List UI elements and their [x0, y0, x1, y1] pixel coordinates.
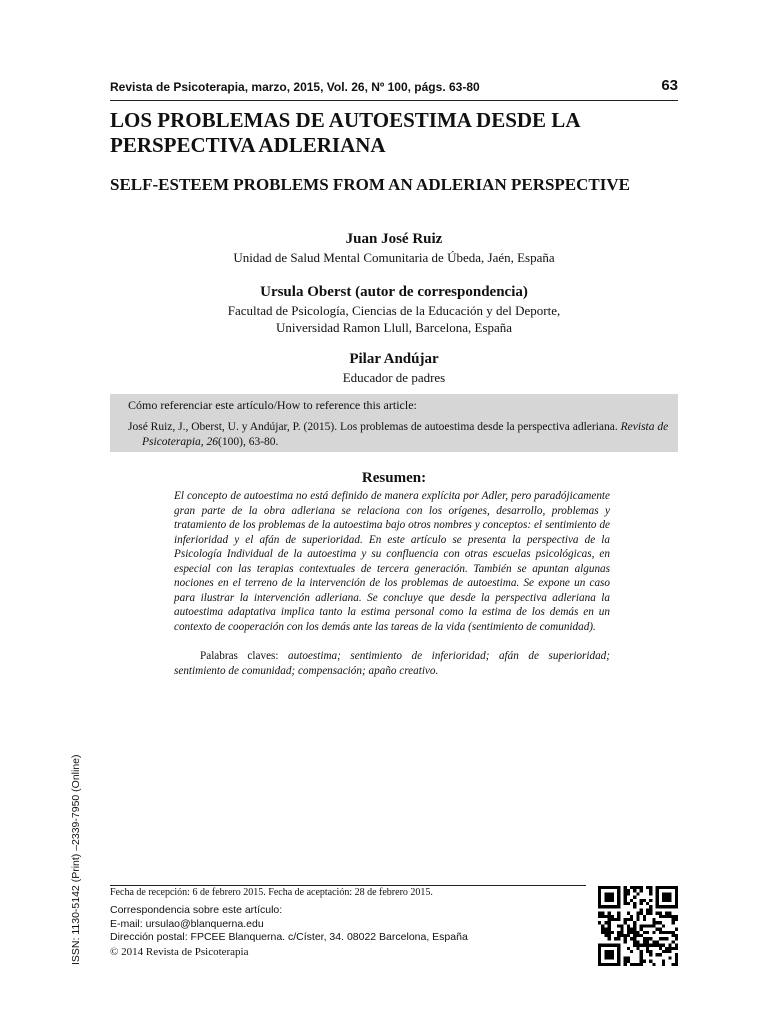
- correspondence-block: [110, 904, 468, 945]
- abstract-text: El concepto de autoestima no está definido de manera explícita por Adler, pero paradójicamente gran parte de la obra adleriana se relaciona con los orígenes, desarrollo, problemas y tratamiento de los problemas de la autoestima bajo otros nombres y conceptos: el sentimiento de inferioridad y el afán de superioridad. En este artículo se presenta la perspectiva de la Psicología Individual de la autoestima y su confluencia con otras escuelas psicológicas, en especial con las terapias contextuales de tercera generación. También se apuntan algunas nociones en el terreno de la intervención de los problemas de autoestima. Se expone un caso para ilustrar la intervención adleriana. Se concluye que desde la perspectiva adleriana la autoestima adaptativa implica tanto la estima personal como la estima de los demás en un contexto de cooperación con los demás ante las tareas de la vida (sentimiento de comunidad).: [174, 490, 610, 633]
- running-head: [110, 78, 678, 98]
- footer-rule: [110, 885, 586, 886]
- title-spanish: LOS PROBLEMAS DE AUTOESTIMA DESDE LA PERSPECTIVA ADLERIANA: [110, 108, 580, 157]
- author-affiliation: Educador de padres: [342, 370, 446, 385]
- author-name: Ursula Oberst (autor de correspondencia): [260, 284, 528, 300]
- issn-side-note: ISSN: 1130-5142 (Print) –2339-7950 (Online): [70, 754, 82, 965]
- abstract-heading: Resumen:: [361, 470, 427, 486]
- qr-code-icon[interactable]: [598, 886, 678, 966]
- keywords-label: Palabras claves:: [200, 650, 279, 662]
- postal-address: Dirección postal: FPCEE Blanquerna. c/Císter, 34. 08022 Barcelona, España: [110, 931, 468, 943]
- author-affiliation: Unidad de Salud Mental Comunitaria de Úbeda, Jaén, España: [233, 250, 555, 265]
- journal-line: Revista de Psicoterapia, marzo, 2015, Vol. 26, Nº 100, págs. 63-80: [110, 80, 480, 94]
- citation-tail: (100), 63-80.: [218, 436, 279, 448]
- reference-citation: [128, 420, 672, 450]
- page-number: 63: [661, 77, 678, 94]
- copyright: © 2014 Revista de Psicoterapia: [110, 946, 249, 958]
- reference-label: Cómo referenciar este artículo/How to reference this article:: [128, 398, 417, 412]
- reference-box: [110, 394, 678, 452]
- author-block-3: [110, 350, 678, 386]
- correspondence-heading: Correspondencia sobre este artículo:: [110, 904, 283, 916]
- author-block-2: [110, 283, 678, 336]
- receipt-dates: Fecha de recepción: 6 de febrero 2015. Fecha de aceptación: 28 de febrero 2015.: [110, 887, 433, 898]
- author-affiliation: Facultad de Psicología, Ciencias de la Educación y del Deporte,: [227, 303, 561, 318]
- author-name: Juan José Ruiz: [345, 231, 443, 247]
- title-english: SELF-ESTEEM PROBLEMS FROM AN ADLERIAN PERSPECTIVE: [110, 175, 630, 194]
- keywords: [174, 649, 610, 678]
- author-affiliation: Universidad Ramon Llull, Barcelona, España: [275, 320, 513, 335]
- author-block-1: [110, 230, 678, 266]
- keywords-list: autoestima; sentimiento de inferioridad; afán de superioridad; sentimiento de comunidad; compensación; apaño creativo.: [174, 650, 610, 677]
- header-rule: [110, 100, 678, 101]
- citation-text: José Ruiz, J., Oberst, U. y Andújar, P. (2015). Los problemas de autoestima desde la perspectiva adleriana.: [128, 421, 618, 433]
- email-line[interactable]: E-mail: ursulao@blanquerna.edu: [110, 917, 264, 930]
- citation-journal: Revista de Psicoterapia, 26: [142, 421, 669, 448]
- author-name: Pilar Andújar: [349, 351, 439, 367]
